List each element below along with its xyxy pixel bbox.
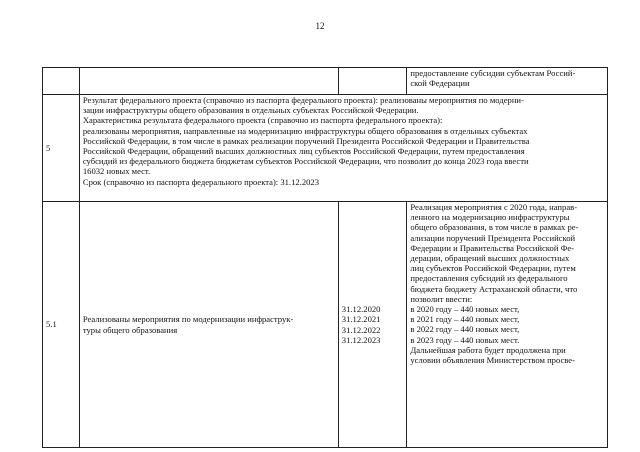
table-row: [43, 68, 608, 95]
text-line: Российской Федерации, обращений высших должностных лиц субъектов Российской Федерации, путем предоставления: [82, 146, 525, 157]
text-line: бюджета бюджету Астраханской области, что: [410, 283, 578, 294]
text-line: ленного на модернизацию инфраструктуры: [410, 212, 570, 223]
text-line: Российской Федерации, в том числе в рамках реализации поручений Президента Российской Федерации и Правительства: [82, 135, 530, 146]
date-line: 31.12.2021: [341, 314, 381, 325]
text-line: позволит ввести:: [410, 293, 473, 304]
row-number: 5: [43, 95, 80, 202]
cell-desc: [407, 68, 608, 95]
text-line: предоставление субсидии субъектам Россий-: [410, 68, 576, 78]
date-line: 31.12.2020: [341, 304, 381, 315]
text-line: общего образования, в том числе в рамках ре-: [410, 222, 579, 233]
text-line: реализованы мероприятия, направленные на модернизацию инфраструктуры общего образования в отдельных субъектах: [82, 125, 528, 136]
text-line: ской Федерации: [410, 78, 470, 89]
table-row: [43, 202, 608, 448]
text-line: Срок (справочно из паспорта федерального проекта): 31.12.2023: [82, 176, 320, 187]
cell-title: [79, 68, 338, 95]
text-line: условии объявления Министерством просве-: [410, 355, 575, 366]
page-number: 12: [315, 21, 325, 31]
text-line: в 2023 году – 440 новых мест.: [410, 334, 520, 345]
measure-description: [407, 202, 608, 448]
text-line: 16032 новых мест.: [82, 166, 151, 177]
text-line: зации инфраструктуры общего образования в отдельных субъектах Российской Федерации.: [82, 105, 419, 116]
text-line: Характеристика результата федерального проекта (справочно из паспорта федерального проекта):: [82, 115, 443, 126]
cell-dates: [338, 68, 407, 95]
deadline-dates: [338, 202, 407, 448]
text-line: Реализованы мероприятия по модернизации инфраструк-: [82, 314, 294, 325]
date-line: 31.12.2022: [341, 324, 381, 335]
text-line: лиц субъектов Российской Федерации, путем: [410, 263, 576, 274]
text-line: Результат федерального проекта (справочно из паспорта федерального проекта): реализованы мероприятия по модерни-: [82, 95, 524, 105]
cell-num: [43, 68, 80, 95]
plan-table: [42, 67, 608, 448]
text-line: Федерации и Правительства Российской Фе-: [410, 242, 575, 253]
result-description: [79, 95, 607, 202]
text-line: субсидий из федерального бюджета бюджетам субъектов Российской Федерации, что позволит до конца 2023 года ввести: [82, 156, 529, 167]
date-line: 31.12.2023: [341, 334, 381, 345]
text-line: дерации, обращений высших должностных: [410, 253, 570, 264]
text-line: Реализация мероприятия с 2020 года, направ-: [410, 202, 578, 212]
text-line: в 2020 году – 440 новых мест,: [410, 304, 520, 315]
table-row: [43, 95, 608, 202]
text-line: предоставления субсидий из федерального: [410, 273, 568, 284]
text-line: Дальнейшая работа будет продолжена при: [410, 344, 566, 355]
text-line: туры общего образования: [82, 324, 178, 335]
text-line: ализации поручений Президента Российской: [410, 232, 576, 243]
text-line: в 2022 году – 440 новых мест,: [410, 324, 520, 335]
row-number: 5.1: [43, 202, 80, 448]
measure-title: [79, 202, 338, 448]
text-line: в 2021 году – 440 новых мест,: [410, 314, 520, 325]
